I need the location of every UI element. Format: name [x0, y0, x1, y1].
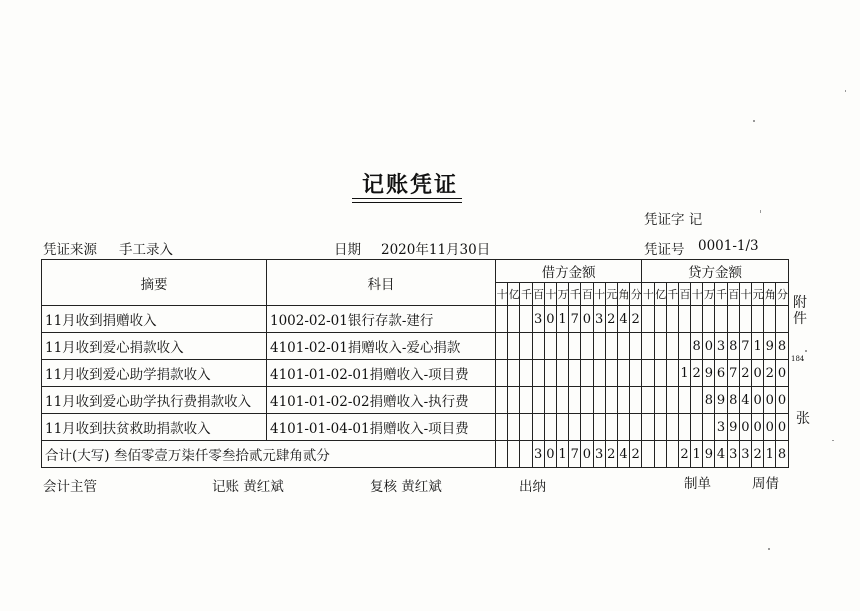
debit-digit: 2: [630, 306, 642, 333]
debit-digit: [496, 360, 508, 387]
cashier-label: 出纳: [519, 479, 546, 495]
debit-digit: 3: [593, 306, 605, 333]
credit-digit: 0: [752, 414, 764, 441]
unit-label: 万: [703, 283, 715, 306]
debit-digit: [605, 387, 617, 414]
attachment-char-1: 附: [793, 295, 807, 311]
total-debit-digit: 0: [544, 441, 556, 468]
total-debit-digit: 3: [593, 441, 605, 468]
debit-digit: [520, 333, 532, 360]
entry-summary: 11月收到爱心捐款收入: [42, 333, 267, 360]
total-debit-digit: 3: [532, 441, 544, 468]
credit-digit: [678, 306, 690, 333]
credit-digit: [691, 414, 703, 441]
title-underline-2: [352, 202, 462, 203]
debit-digit: [581, 360, 593, 387]
credit-digit: [654, 387, 666, 414]
total-credit-digit: [666, 441, 678, 468]
total-debit-digit: 7: [569, 441, 581, 468]
unit-label: 角: [617, 283, 629, 306]
accountant-label: 会计主管: [43, 479, 97, 495]
debit-digit: [508, 306, 520, 333]
debit-digit: [544, 414, 556, 441]
debit-digit: [520, 414, 532, 441]
credit-digit: 1: [752, 333, 764, 360]
unit-label: 千: [520, 283, 532, 306]
debit-digit: [508, 387, 520, 414]
unit-label: 亿: [508, 283, 520, 306]
credit-digit: [654, 414, 666, 441]
entry-account: 4101-01-02-02捐赠收入-执行费: [267, 387, 496, 414]
credit-digit: [764, 306, 776, 333]
credit-digit: 8: [703, 387, 715, 414]
debit-digit: [569, 414, 581, 441]
voucher-title: 记账凭证: [362, 173, 459, 198]
date-value: 2020年11月30日: [381, 242, 491, 258]
title-underline: [352, 198, 462, 199]
debit-digit: [630, 387, 642, 414]
credit-digit: [691, 387, 703, 414]
credit-digit: [654, 306, 666, 333]
debit-digit: [605, 360, 617, 387]
unit-label: 十: [691, 283, 703, 306]
debit-digit: [581, 333, 593, 360]
debit-digit: [520, 306, 532, 333]
credit-digit: [654, 333, 666, 360]
debit-header: 借方金额: [496, 260, 642, 283]
debit-digit: [556, 360, 568, 387]
preparer-name: 周倩: [752, 476, 779, 492]
debit-digit: [569, 387, 581, 414]
scan-speck: [805, 350, 807, 352]
credit-digit: [678, 414, 690, 441]
credit-digit: 0: [776, 360, 788, 387]
credit-digit: 8: [727, 333, 739, 360]
attachment-count: 184: [791, 355, 805, 363]
credit-digit: 4: [739, 387, 751, 414]
total-debit-digit: 0: [581, 441, 593, 468]
unit-label: 分: [630, 283, 642, 306]
account-header: 科目: [267, 260, 496, 306]
entry-summary: 11月收到扶贫救助捐款收入: [42, 414, 267, 441]
debit-digit: [520, 360, 532, 387]
entry-summary: 11月收到爱心助学执行费捐款收入: [42, 387, 267, 414]
credit-digit: 2: [764, 360, 776, 387]
debit-digit: [496, 387, 508, 414]
credit-digit: [776, 306, 788, 333]
debit-digit: [556, 414, 568, 441]
debit-digit: [630, 360, 642, 387]
credit-digit: 9: [715, 387, 727, 414]
total-credit-digit: 9: [703, 441, 715, 468]
unit-label: 百: [678, 283, 690, 306]
entry-summary: 11月收到捐赠收入: [42, 306, 267, 333]
total-debit-digit: 2: [630, 441, 642, 468]
debit-digit: [593, 414, 605, 441]
debit-digit: [593, 360, 605, 387]
credit-digit: 0: [752, 387, 764, 414]
debit-digit: [581, 414, 593, 441]
debit-digit: [532, 333, 544, 360]
debit-digit: 7: [569, 306, 581, 333]
entry-row: [42, 306, 789, 333]
total-credit-digit: 1: [764, 441, 776, 468]
unit-label: 万: [556, 283, 568, 306]
unit-label: 十: [739, 283, 751, 306]
debit-digit: 0: [544, 306, 556, 333]
date-label: 日期: [334, 242, 361, 258]
summary-header: 摘要: [42, 260, 267, 306]
voucher-word: 凭证字 记: [644, 212, 703, 228]
credit-digit: 8: [691, 333, 703, 360]
debit-digit: [617, 414, 629, 441]
debit-digit: [617, 360, 629, 387]
source-value: 手工录入: [119, 242, 173, 258]
credit-digit: 9: [764, 333, 776, 360]
credit-digit: 0: [776, 414, 788, 441]
total-credit-digit: 3: [727, 441, 739, 468]
debit-digit: [556, 333, 568, 360]
unit-label: 千: [715, 283, 727, 306]
debit-digit: [496, 414, 508, 441]
debit-digit: [520, 387, 532, 414]
total-credit-digit: 8: [776, 441, 788, 468]
debit-digit: [593, 333, 605, 360]
credit-digit: 9: [727, 414, 739, 441]
credit-digit: 0: [764, 414, 776, 441]
unit-label: 百: [727, 283, 739, 306]
total-debit-digit: [508, 441, 520, 468]
debit-digit: [617, 387, 629, 414]
unit-label: 千: [569, 283, 581, 306]
debit-digit: [569, 333, 581, 360]
credit-digit: [666, 414, 678, 441]
unit-label: 十: [496, 283, 508, 306]
unit-label: 千: [666, 283, 678, 306]
total-debit-digit: [496, 441, 508, 468]
debit-digit: [556, 387, 568, 414]
total-credit-digit: [654, 441, 666, 468]
credit-digit: [666, 333, 678, 360]
unit-label: 角: [764, 283, 776, 306]
credit-digit: 2: [691, 360, 703, 387]
debit-digit: [496, 333, 508, 360]
debit-digit: 0: [581, 306, 593, 333]
credit-digit: [678, 333, 690, 360]
debit-digit: 2: [605, 306, 617, 333]
attachment-sheets: 张: [796, 411, 810, 427]
credit-digit: 3: [715, 414, 727, 441]
attachment-char-2: 件: [793, 311, 807, 327]
entry-row: [42, 387, 789, 414]
total-credit-digit: 3: [739, 441, 751, 468]
unit-label: 分: [776, 283, 788, 306]
unit-label: 元: [605, 283, 617, 306]
credit-digit: [642, 333, 654, 360]
debit-digit: [544, 387, 556, 414]
debit-digit: [581, 387, 593, 414]
credit-digit: [654, 360, 666, 387]
credit-digit: 7: [739, 333, 751, 360]
reviewer: 复核 黄红斌: [370, 479, 442, 495]
debit-digit: 3: [532, 306, 544, 333]
entry-row: [42, 333, 789, 360]
debit-digit: [508, 414, 520, 441]
credit-digit: 9: [703, 360, 715, 387]
unit-label: 百: [581, 283, 593, 306]
entry-account: 1002-02-01银行存款-建行: [267, 306, 496, 333]
scan-speck: [845, 90, 846, 92]
debit-digit: [630, 333, 642, 360]
unit-label: 亿: [654, 283, 666, 306]
credit-digit: 0: [776, 387, 788, 414]
voucher-no-label: 凭证号: [644, 242, 685, 258]
debit-digit: [544, 360, 556, 387]
credit-digit: [703, 306, 715, 333]
credit-digit: [642, 414, 654, 441]
debit-digit: [532, 387, 544, 414]
credit-digit: [691, 306, 703, 333]
debit-digit: [508, 360, 520, 387]
entry-account: 4101-01-02-01捐赠收入-项目费: [267, 360, 496, 387]
credit-digit: [727, 306, 739, 333]
debit-digit: [605, 333, 617, 360]
total-debit-digit: 4: [617, 441, 629, 468]
debit-digit: 1: [556, 306, 568, 333]
credit-digit: [642, 387, 654, 414]
debit-digit: [496, 306, 508, 333]
entry-row: [42, 414, 789, 441]
debit-digit: 4: [617, 306, 629, 333]
credit-digit: [666, 387, 678, 414]
total-credit-digit: 2: [752, 441, 764, 468]
debit-digit: [532, 414, 544, 441]
debit-digit: [605, 414, 617, 441]
debit-digit: [569, 360, 581, 387]
unit-label: 元: [752, 283, 764, 306]
total-credit-digit: 4: [715, 441, 727, 468]
credit-digit: [666, 306, 678, 333]
entry-account: 4101-02-01捐赠收入-爱心捐款: [267, 333, 496, 360]
credit-digit: [715, 306, 727, 333]
credit-digit: [642, 360, 654, 387]
unit-label: 百: [532, 283, 544, 306]
total-credit-digit: 1: [691, 441, 703, 468]
credit-digit: 8: [727, 387, 739, 414]
credit-digit: 6: [715, 360, 727, 387]
voucher-no-value: 0001-1/3: [698, 238, 759, 254]
credit-digit: 0: [703, 333, 715, 360]
debit-digit: [508, 333, 520, 360]
preparer-label: 制单: [684, 476, 711, 492]
credit-digit: [666, 360, 678, 387]
credit-digit: 7: [727, 360, 739, 387]
scan-speck: [760, 210, 761, 213]
entry-account: 4101-01-04-01捐赠收入-项目费: [267, 414, 496, 441]
total-amount-words: 合计(大写) 叁佰零壹万柒仟零叁拾贰元肆角贰分: [42, 441, 496, 468]
scan-speck: [832, 440, 834, 441]
debit-digit: [532, 360, 544, 387]
credit-digit: 8: [776, 333, 788, 360]
unit-label: 十: [642, 283, 654, 306]
debit-digit: [593, 387, 605, 414]
entry-row: [42, 360, 789, 387]
credit-digit: 0: [752, 360, 764, 387]
total-debit-digit: 2: [605, 441, 617, 468]
total-credit-digit: 2: [678, 441, 690, 468]
scan-speck: [753, 120, 755, 122]
credit-digit: [678, 387, 690, 414]
total-debit-digit: [520, 441, 532, 468]
total-credit-digit: [642, 441, 654, 468]
total-row: [42, 441, 789, 468]
credit-digit: [703, 414, 715, 441]
credit-digit: 0: [739, 414, 751, 441]
credit-digit: [642, 306, 654, 333]
credit-header: 贷方金额: [642, 260, 788, 283]
total-debit-digit: 1: [556, 441, 568, 468]
scan-speck: [768, 548, 770, 550]
unit-label: 十: [593, 283, 605, 306]
credit-digit: [739, 306, 751, 333]
credit-digit: 0: [764, 387, 776, 414]
credit-digit: [752, 306, 764, 333]
source-label: 凭证来源: [43, 242, 97, 258]
unit-label: 十: [544, 283, 556, 306]
credit-digit: 1: [678, 360, 690, 387]
voucher-table: [41, 259, 789, 468]
credit-digit: 2: [739, 360, 751, 387]
entry-summary: 11月收到爱心助学捐款收入: [42, 360, 267, 387]
debit-digit: [544, 333, 556, 360]
debit-digit: [617, 333, 629, 360]
credit-digit: 3: [715, 333, 727, 360]
bookkeeper: 记账 黄红斌: [212, 479, 284, 495]
debit-digit: [630, 414, 642, 441]
